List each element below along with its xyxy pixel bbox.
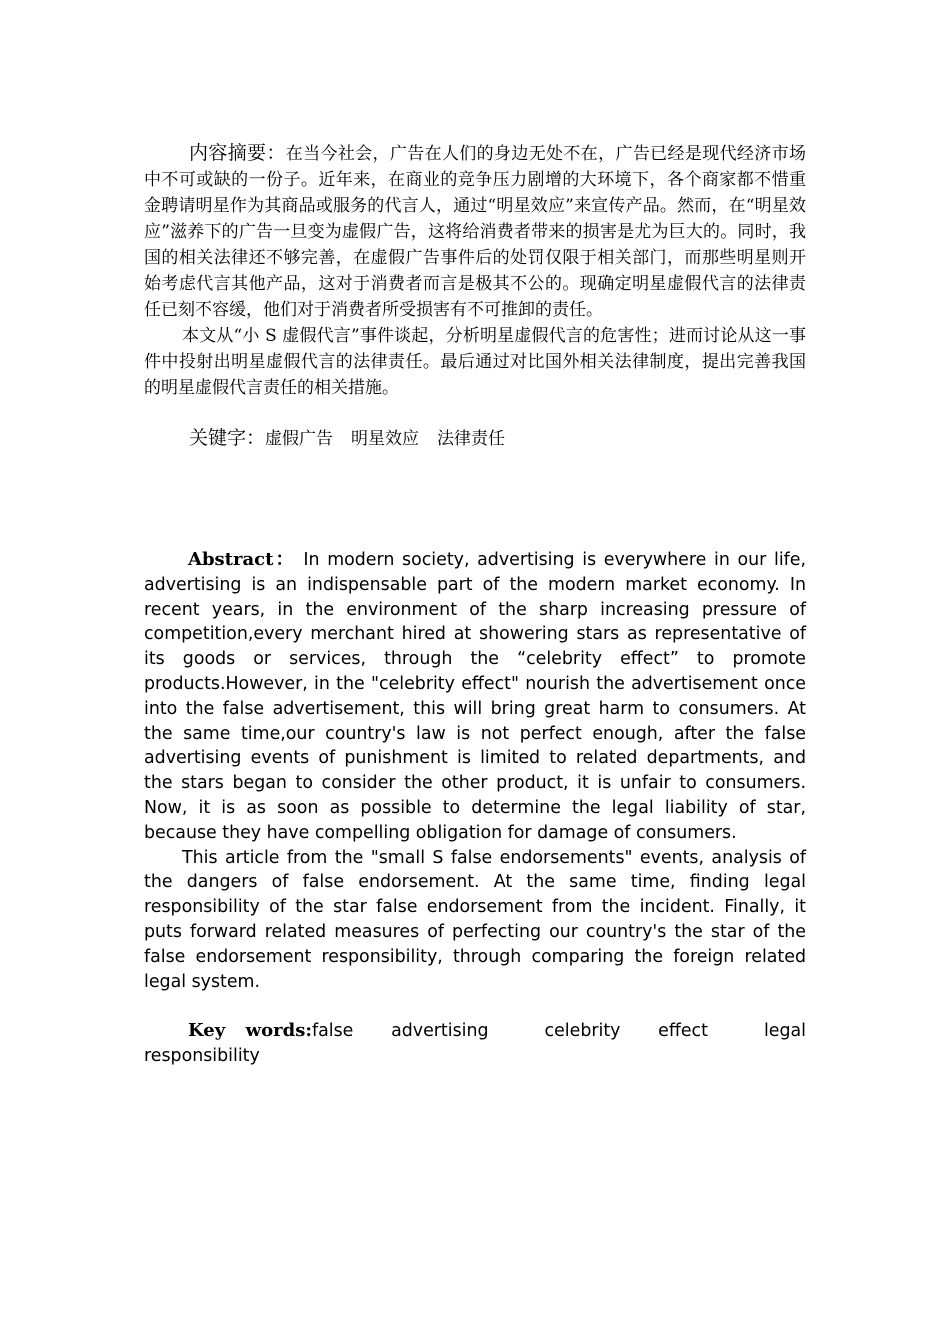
chinese-abstract-paragraph-2: 本文从“小 S 虚假代言”事件谈起，分析明星虚假代言的危害性；进而讨论从这一事件中投射出明星虚假代言的法律责任。最后通过对比国外相关法律制度，提出完善我国的明星虚假代言责任的相关措施。 — [144, 326, 806, 398]
english-keyword-2: celebrity effect — [544, 1021, 708, 1042]
english-abstract-paragraph-1 — [144, 548, 806, 846]
english-abstract-label: Abstract： — [188, 549, 296, 570]
english-abstract-text-1: In modern society, advertising is everywhere in our life, advertising is an indispensable part of the modern market economy. In recent years, in the environment of the sharp increasing pressure of competition,every merchant hired at showering stars as representative of its goods or services, through the “celebrity effect” to promote products.However, in the "celebrity effect" nourish the advertisement once into the false advertisement, this will bring great harm to consumers. At the same time,our country's law is not perfect enough, after the false advertising events of punishment is limited to related departments, and the stars began to consider the other product, it is unfair to consumers. Now, it is as soon as possible to determine the legal liability of star, because they have compelling obligation for damage of consumers. — [144, 550, 807, 843]
english-keywords — [144, 1019, 806, 1069]
chinese-keyword-2: 明星效应 — [351, 429, 420, 449]
english-keyword-1: false advertising — [311, 1021, 489, 1042]
document-page — [144, 140, 806, 1069]
chinese-keyword-3: 法律责任 — [437, 429, 506, 449]
chinese-abstract-label: 内容摘要： — [189, 142, 286, 164]
chinese-keywords-label: 关键字： — [189, 427, 266, 449]
chinese-abstract-paragraph-1 — [144, 140, 806, 323]
chinese-keyword-1: 虚假广告 — [265, 429, 334, 449]
chinese-abstract-text-1: 在当今社会，广告在人们的身边无处不在，广告已经是现代经济市场中不可或缺的一份子。近年来，在商业的竞争压力剧增的大环境下，各个商家都不惜重金聘请明星作为其商品或服务的代言人，通过“明星效应”来宣传产品。然而，在“明星效应”滋养下的广告一旦变为虚假广告，这将给消费者带来的损害是尤为巨大的。同时，我国的相关法律还不够完善，在虚假广告事件后的处罚仅限于相关部门，而那些明星则开始考虑代言其他产品，这对于消费者而言是极其不公的。现确定明星虚假代言的法律责任已刻不容缓，他们对于消费者所受损害有不可推卸的责任。 — [144, 144, 806, 320]
english-keyword-3: legal responsibility — [144, 1021, 807, 1067]
english-abstract-paragraph-2: This article from the "small S false endorsements" events, analysis of the dangers of false endorsement. At the same time, finding legal responsibility of the star false endorsement from the incident. Finally, it puts forward related measures of perfecting our country's the star of the false endorsement responsibility, through comparing the foreign related legal system. — [144, 847, 806, 992]
chinese-keywords — [144, 425, 806, 452]
english-keywords-label: Key words: — [188, 1020, 312, 1042]
english-abstract-section — [144, 548, 806, 1069]
